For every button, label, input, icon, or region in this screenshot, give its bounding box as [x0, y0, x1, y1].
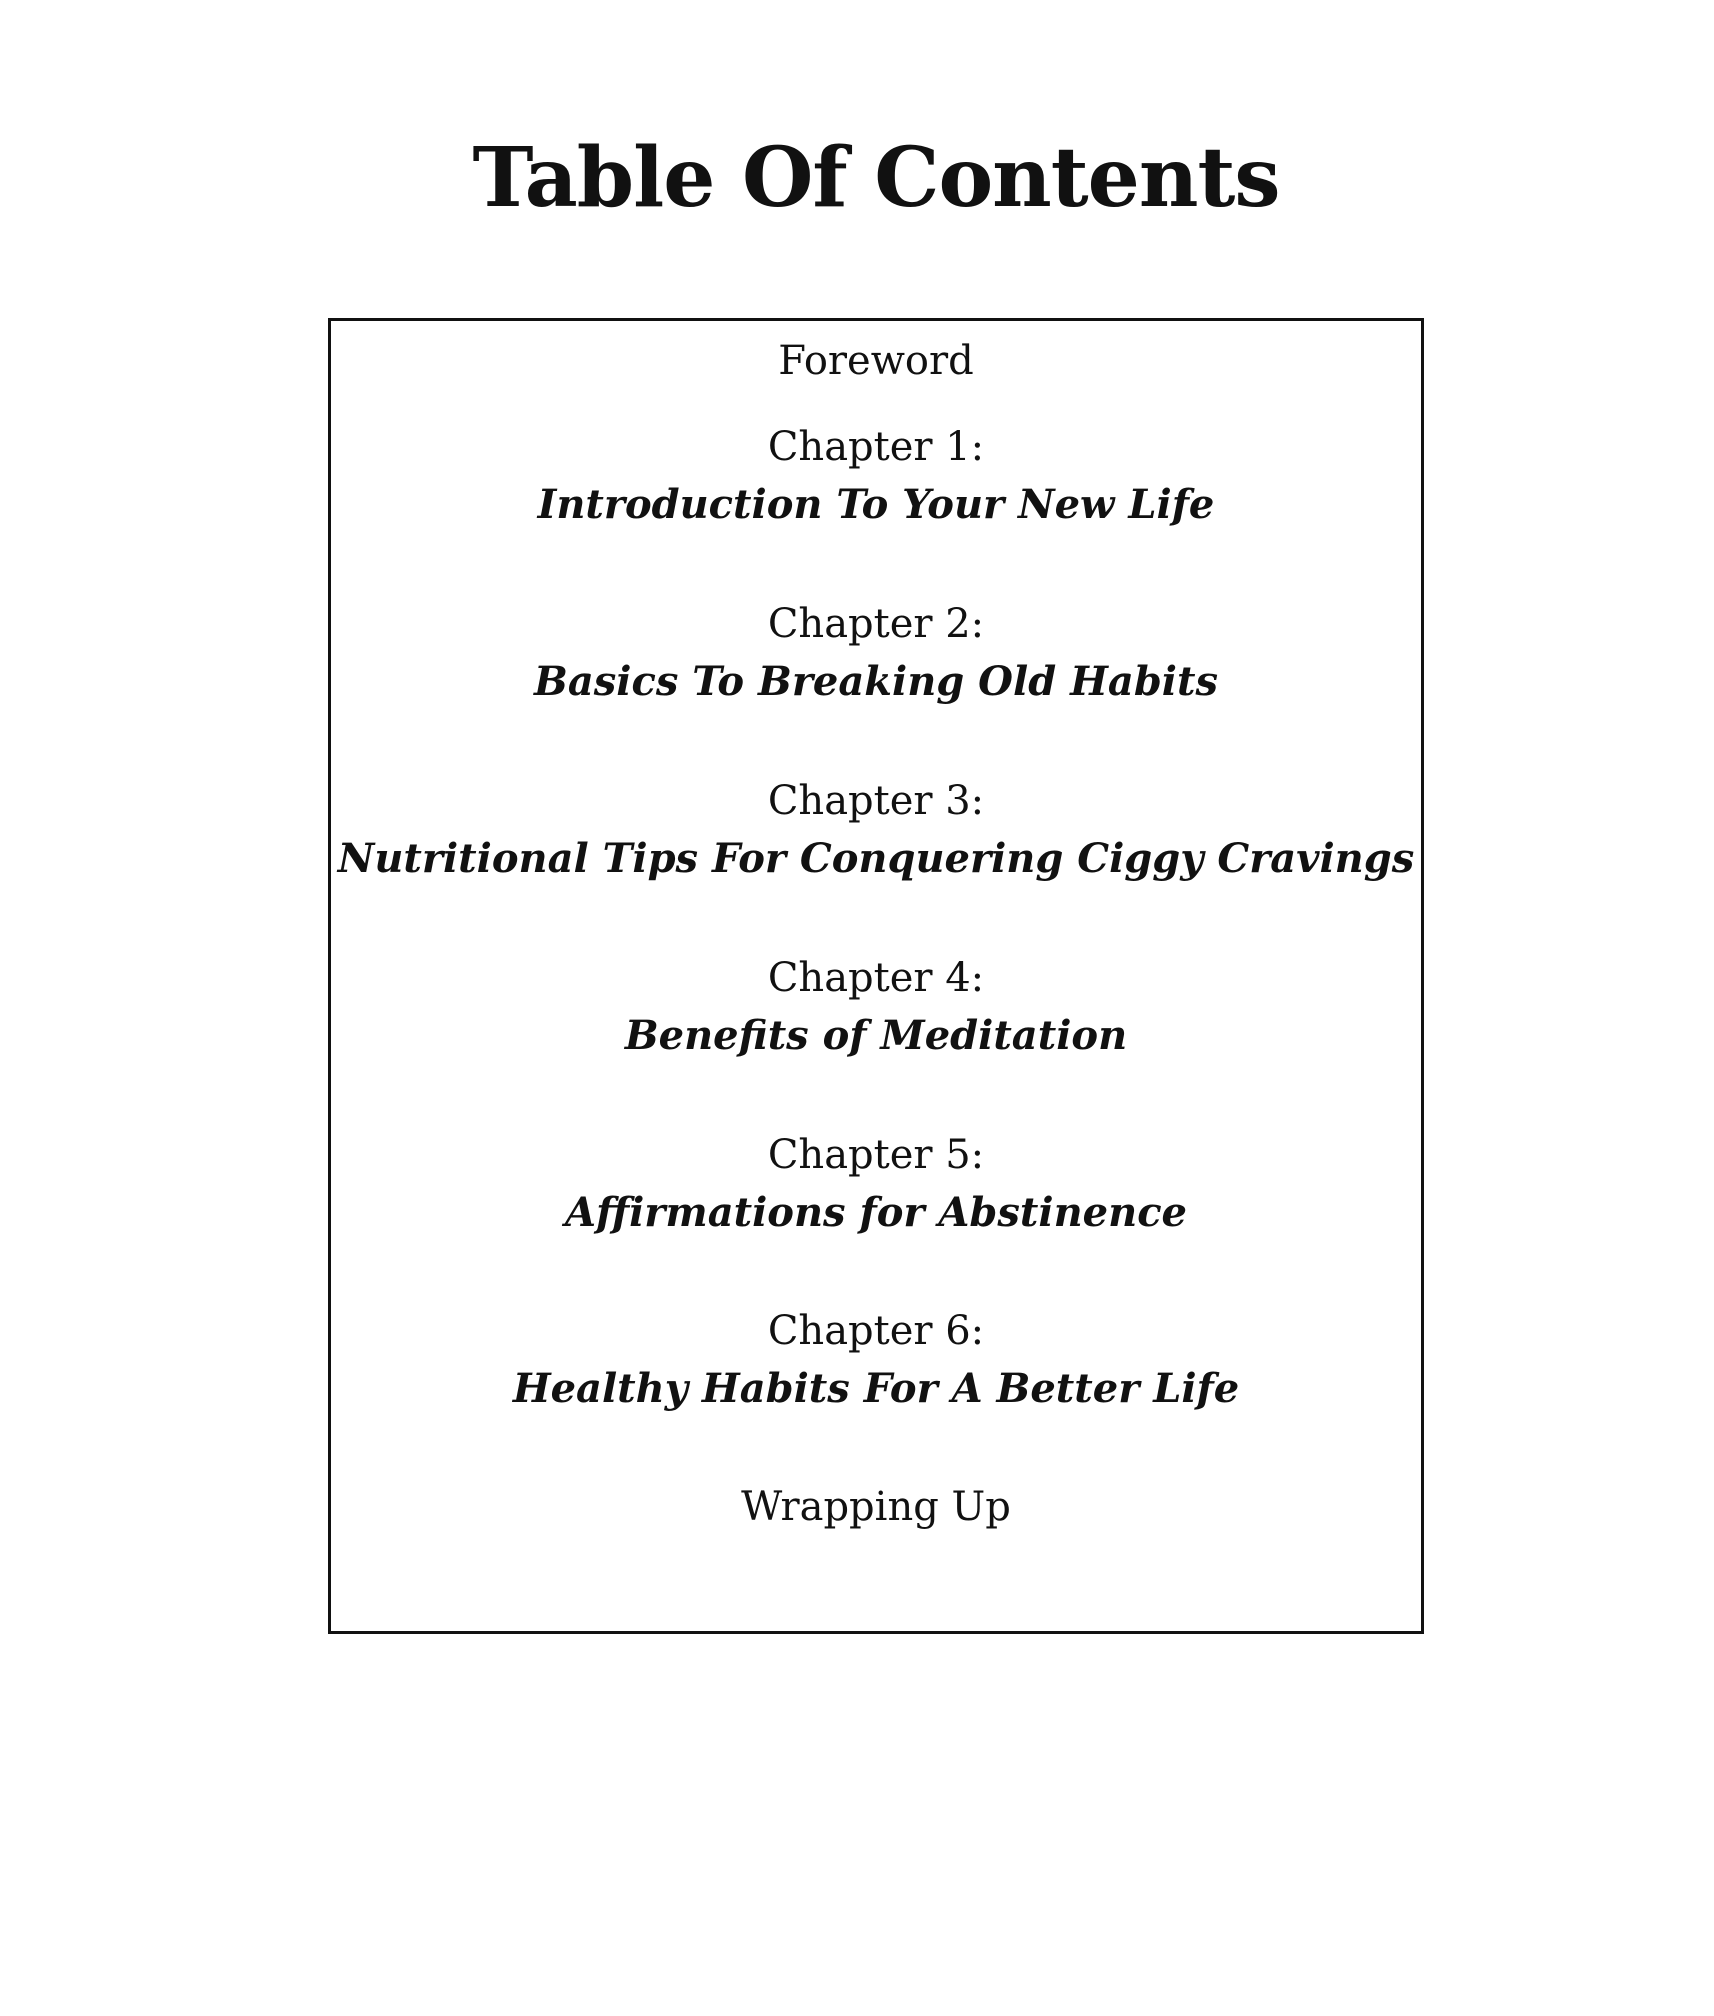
toc-item-chapter-4[interactable] [331, 950, 1421, 1066]
chapter-title: Introduction To Your New Life [537, 481, 1215, 528]
toc-item-chapter-1[interactable] [331, 419, 1421, 535]
chapter-title: Benefits of Meditation [624, 1012, 1128, 1059]
toc-item-chapter-3[interactable] [331, 773, 1421, 889]
chapter-label: Chapter 3: [767, 778, 985, 824]
toc-item-chapter-5[interactable] [331, 1127, 1421, 1243]
chapter-label: Chapter 1: [767, 424, 985, 470]
page-title: Table Of Contents [472, 130, 1280, 226]
chapter-title: Healthy Habits For A Better Life [512, 1365, 1240, 1412]
chapter-title: Affirmations for Abstinence [564, 1189, 1187, 1236]
toc-item-chapter-6[interactable] [331, 1303, 1421, 1419]
toc-item-foreword[interactable]: Foreword [778, 338, 974, 384]
toc-item-wrapping-up[interactable]: Wrapping Up [741, 1484, 1011, 1530]
table-of-contents-box [328, 318, 1424, 1634]
chapter-title: Basics To Breaking Old Habits [534, 658, 1218, 705]
chapter-label: Chapter 2: [767, 601, 985, 647]
chapter-label: Chapter 6: [767, 1308, 985, 1354]
chapter-title: Nutritional Tips For Conquering Ciggy Cravings [337, 835, 1415, 882]
chapter-label: Chapter 5: [767, 1132, 985, 1178]
chapter-label: Chapter 4: [767, 955, 985, 1001]
toc-item-chapter-2[interactable] [331, 596, 1421, 712]
